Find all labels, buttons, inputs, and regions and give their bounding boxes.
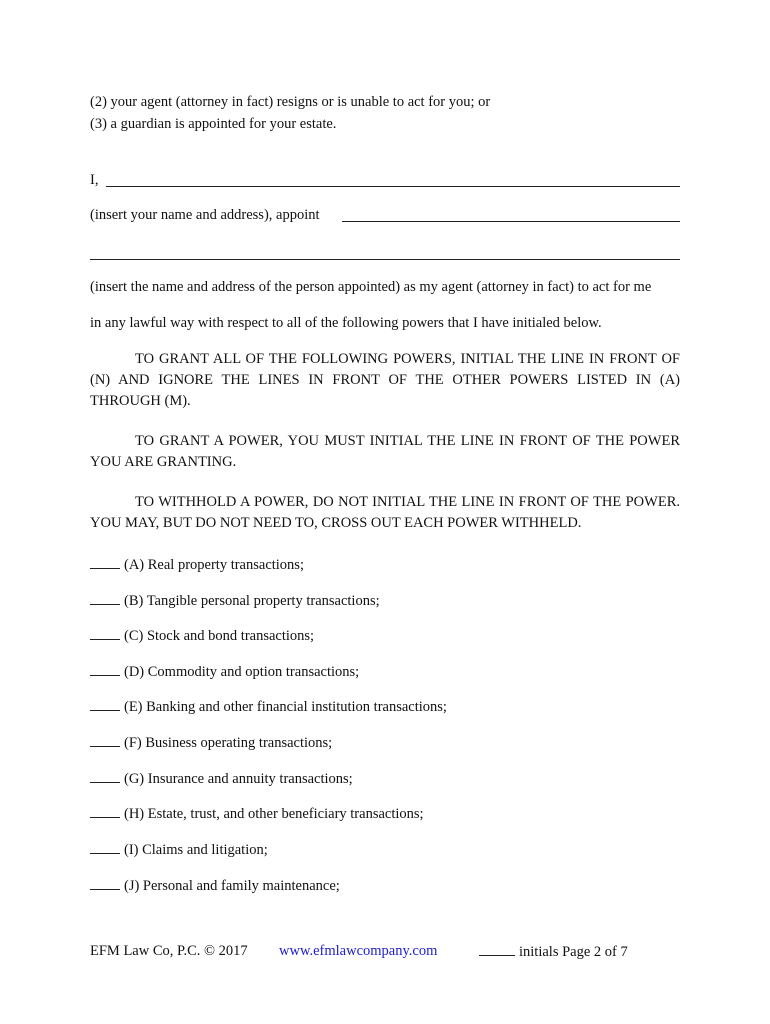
initial-blank[interactable] <box>90 877 120 890</box>
footer-website-link[interactable]: www.efmlawcompany.com <box>279 943 438 959</box>
agent-text-2: in any lawful way with respect to all of the following powers that I have initialed below. <box>90 315 602 331</box>
grant-all-text: TO GRANT ALL OF THE FOLLOWING POWERS, INITIAL THE LINE IN FRONT OF (N) AND IGNORE THE LINES IN FRONT OF THE OTHER POWERS LISTED IN (A) THROUGH (M). <box>90 351 680 409</box>
withhold-text: TO WITHHOLD A POWER, DO NOT INITIAL THE LINE IN FRONT OF THE POWER. YOU MAY, BUT DO NOT NEED TO, CROSS OUT EACH POWER WITHHELD. <box>90 494 680 531</box>
grantor-name-line[interactable] <box>106 186 680 187</box>
power-label: (E) Banking and other financial institution transactions; <box>124 699 447 715</box>
agent-text-1: (insert the name and address of the person appointed) as my agent (attorney in fact) to act for me <box>90 279 652 295</box>
grant-one-text: TO GRANT A POWER, YOU MUST INITIAL THE LINE IN FRONT OF THE POWER YOU ARE GRANTING. <box>90 433 680 470</box>
footer-initials <box>479 943 628 961</box>
initial-blank[interactable] <box>90 734 120 747</box>
footer-initials-page: initials Page 2 of 7 <box>519 944 628 960</box>
power-label: (D) Commodity and option transactions; <box>124 664 360 680</box>
grant-all-instruction <box>90 349 680 412</box>
power-label: (C) Stock and bond transactions; <box>124 628 315 644</box>
initial-blank[interactable] <box>90 592 120 605</box>
agent-address-line[interactable] <box>90 259 680 260</box>
power-item <box>90 734 332 752</box>
power-item <box>90 698 447 716</box>
footer-copyright: EFM Law Co, P.C. © 2017 <box>90 943 248 959</box>
power-label: (F) Business operating transactions; <box>124 735 333 751</box>
withhold-instruction <box>90 492 680 534</box>
initial-blank[interactable] <box>90 805 120 818</box>
intro-line-3: (3) a guardian is appointed for your estate. <box>90 116 337 132</box>
power-item <box>90 627 314 645</box>
power-item <box>90 877 340 895</box>
power-item <box>90 592 380 610</box>
grantor-label: I, <box>90 172 99 188</box>
initial-blank[interactable] <box>90 698 120 711</box>
grant-one-instruction <box>90 431 680 473</box>
intro-line-2: (2) your agent (attorney in fact) resigns or is unable to act for you; or <box>90 94 491 110</box>
initial-blank[interactable] <box>90 663 120 676</box>
power-item <box>90 770 353 788</box>
power-item <box>90 663 359 681</box>
power-label: (G) Insurance and annuity transactions; <box>124 771 353 787</box>
agent-name-line[interactable] <box>342 221 680 222</box>
insert-name-label: (insert your name and address), appoint <box>90 207 320 223</box>
power-label: (A) Real property transactions; <box>124 557 304 573</box>
power-label: (B) Tangible personal property transactions; <box>124 593 380 609</box>
power-item <box>90 841 268 859</box>
initial-blank[interactable] <box>90 556 120 569</box>
power-item <box>90 556 304 574</box>
power-label: (J) Personal and family maintenance; <box>124 878 340 894</box>
initial-blank[interactable] <box>90 841 120 854</box>
initial-blank[interactable] <box>90 627 120 640</box>
footer-initials-blank[interactable] <box>479 943 515 956</box>
power-label: (H) Estate, trust, and other beneficiary transactions; <box>124 806 424 822</box>
power-item <box>90 805 424 823</box>
power-label: (I) Claims and litigation; <box>124 842 268 858</box>
initial-blank[interactable] <box>90 770 120 783</box>
